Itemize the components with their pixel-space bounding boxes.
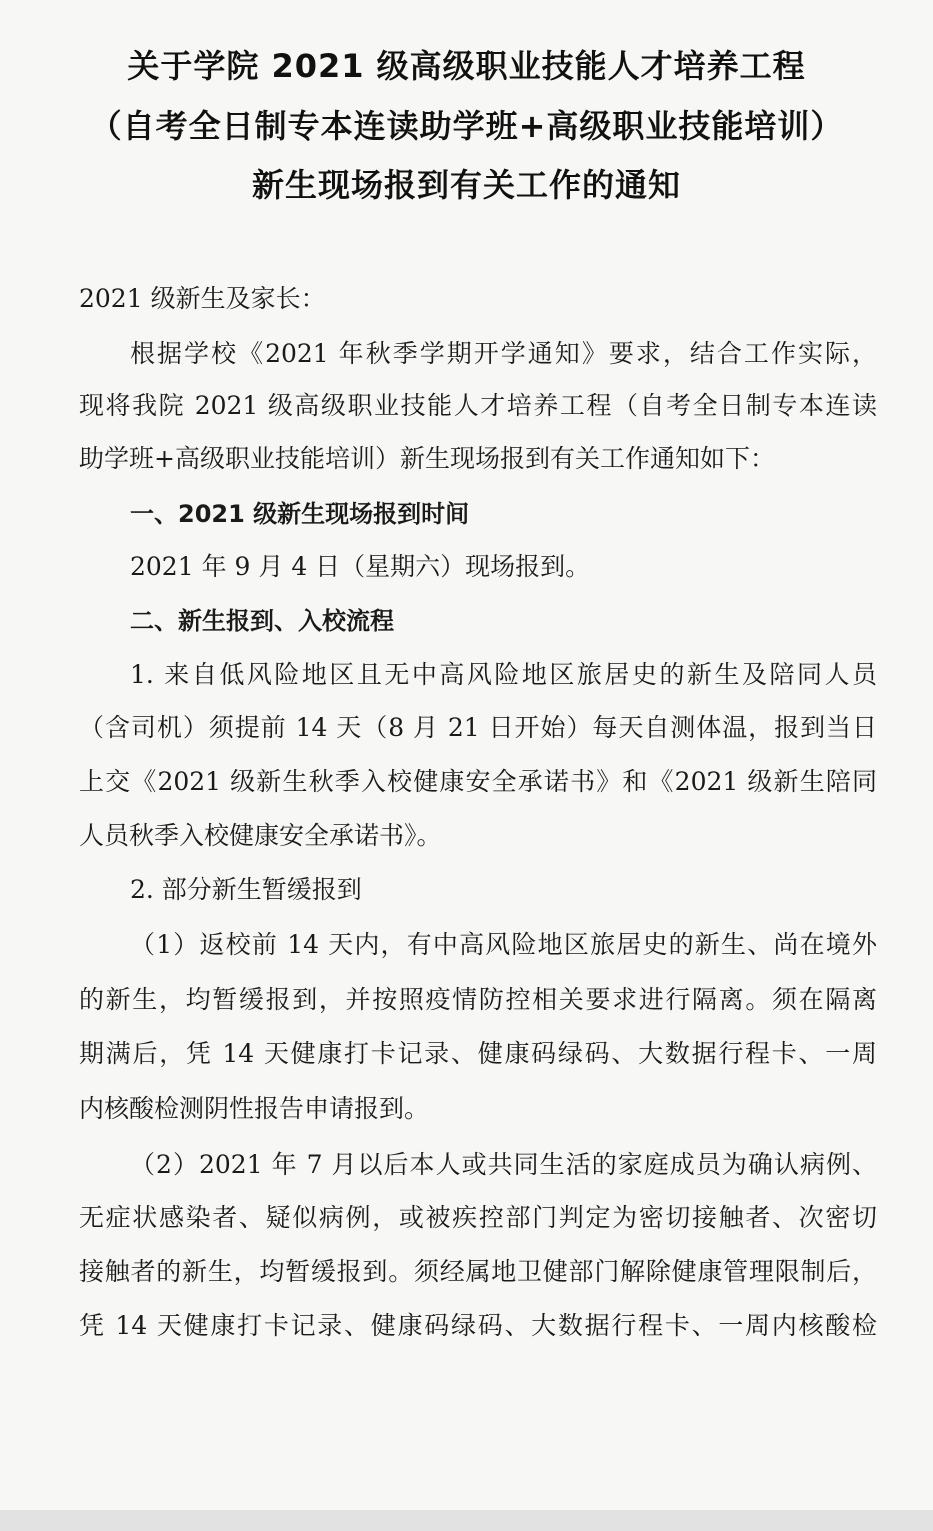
- section-1-heading: 一、2021 级新生现场报到时间: [130, 500, 470, 528]
- sub-1-line-1: （1）返校前 14 天内，有中高风险地区旅居史的新生、尚在境外: [130, 930, 877, 959]
- item-1-line-2: （含司机）须提前 14 天（8 月 21 日开始）每天自测体温，报到当日: [79, 713, 877, 742]
- sub-2-line-3: 接触者的新生，均暂缓报到。须经属地卫健部门解除健康管理限制后，: [79, 1257, 877, 1286]
- page-bottom-edge: [0, 1510, 933, 1531]
- section-2-heading: 二、新生报到、入校流程: [130, 607, 394, 635]
- item-1-line-4: 人员秋季入校健康安全承诺书》。: [79, 821, 442, 850]
- sub-2-line-2: 无症状感染者、疑似病例，或被疾控部门判定为密切接触者、次密切: [79, 1203, 877, 1232]
- sub-2-line-1: （2）2021 年 7 月以后本人或共同生活的家庭成员为确认病例、: [130, 1150, 877, 1179]
- item-1-line-3: 上交《2021 级新生秋季入校健康安全承诺书》和《2021 级新生陪同: [79, 767, 877, 796]
- intro-line-1: 根据学校《2021 年秋季学期开学通知》要求，结合工作实际，: [130, 339, 877, 368]
- intro-line-2: 现将我院 2021 级高级职业技能人才培养工程（自考全日制专本连读: [79, 391, 877, 420]
- notice-title-line-1: 关于学院 2021 级高级职业技能人才培养工程: [127, 47, 806, 85]
- notice-title-line-3: 新生现场报到有关工作的通知: [251, 166, 681, 204]
- section-1-text: 2021 年 9 月 4 日（星期六）现场报到。: [130, 552, 591, 581]
- salutation: 2021 级新生及家长：: [79, 284, 326, 313]
- item-2-heading: 2. 部分新生暂缓报到: [130, 875, 362, 904]
- sub-1-line-2: 的新生，均暂缓报到，并按照疫情防控相关要求进行隔离。须在隔离: [79, 985, 877, 1014]
- sub-1-line-3: 期满后，凭 14 天健康打卡记录、健康码绿码、大数据行程卡、一周: [79, 1039, 877, 1068]
- sub-2-line-4: 凭 14 天健康打卡记录、健康码绿码、大数据行程卡、一周内核酸检: [79, 1311, 877, 1340]
- notice-title-line-2: （自考全日制专本连读助学班+高级职业技能培训）: [89, 107, 844, 145]
- intro-line-3: 助学班+高级职业技能培训）新生现场报到有关工作通知如下：: [79, 444, 775, 473]
- sub-1-line-4: 内核酸检测阴性报告申请报到。: [79, 1094, 430, 1123]
- item-1-line-1: 1. 来自低风险地区且无中高风险地区旅居史的新生及陪同人员: [130, 660, 877, 689]
